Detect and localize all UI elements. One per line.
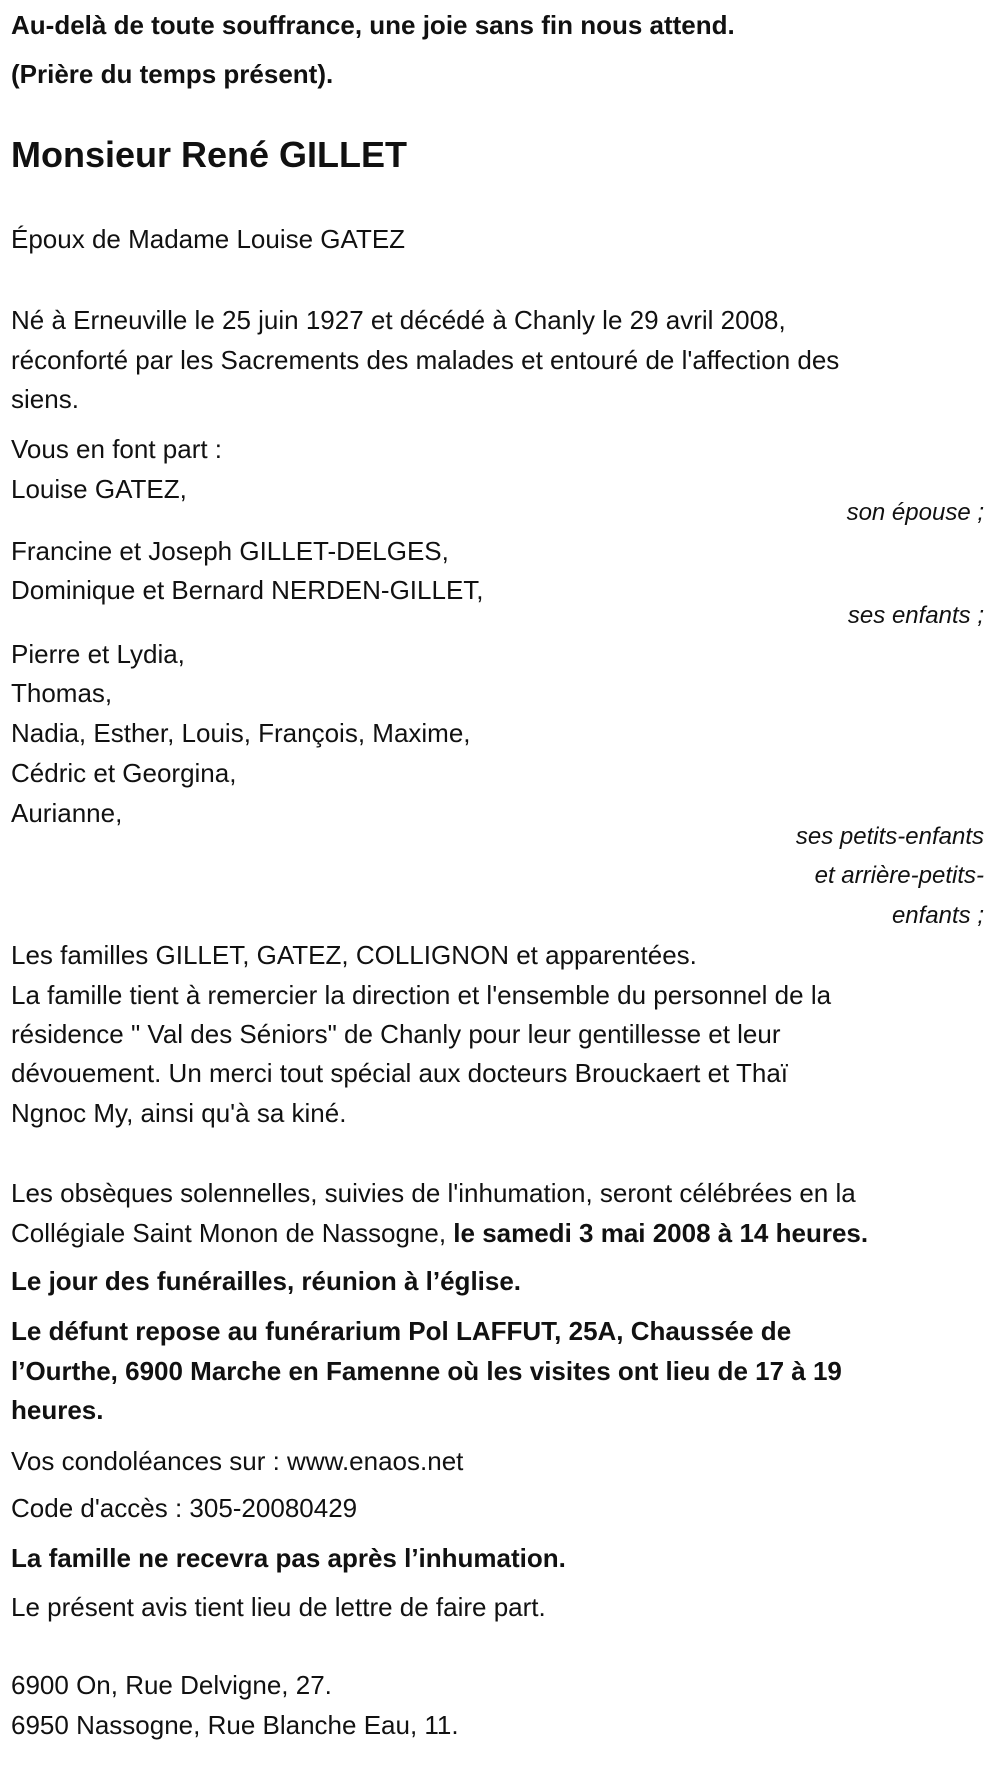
epigraph-source: (Prière du temps présent). [11,59,334,89]
birth-death-line: réconforté par les Sacrements des malades et entouré de l'affection des [11,345,840,375]
repose-line: Le défunt repose au funérarium Pol LAFFUT, 25A, Chaussée de [11,1316,792,1346]
repose-line: heures. [11,1395,104,1425]
funeral-location: Collégiale Saint Monon de Nassogne, [11,1218,454,1248]
address-line: 6950 Nassogne, Rue Blanche Eau, 11. [11,1710,459,1740]
family-name: Pierre et Lydia, [11,639,185,669]
thanks-line: La famille tient à remercier la direction et l'ensemble du personnel de la [11,980,832,1010]
deceased-name: Monsieur René GILLET [11,134,408,175]
meeting-line: Le jour des funérailles, réunion à l’église. [11,1266,522,1296]
repose-line: l’Ourthe, 6900 Marche en Famenne où les visites ont lieu de 17 à 19 [11,1356,842,1386]
birth-death-line: siens. [11,384,79,414]
birth-death-line: Né à Erneuville le 25 juin 1927 et décédé à Chanly le 29 avril 2008, [11,305,786,335]
access-code-line: Code d'accès : 305-20080429 [11,1493,358,1523]
funeral-date: le samedi 3 mai 2008 à 14 heures. [453,1218,869,1248]
family-name: Francine et Joseph GILLET-DELGES, [11,536,449,566]
family-name: Cédric et Georgina, [11,758,237,788]
announce-line: Vous en font part : [11,434,223,464]
family-name: Dominique et Bernard NERDEN-GILLET, [11,575,484,605]
relation-label: enfants ; [891,902,984,929]
funeral-line [11,1217,868,1249]
condolences-line: Vos condoléances sur : www.enaos.net [11,1446,464,1476]
family-name: Aurianne, [11,798,123,828]
thanks-line: dévouement. Un merci tout spécial aux docteurs Brouckaert et Thaï [11,1058,789,1088]
relation-label: ses petits-enfants [795,823,984,850]
relation-label: son épouse ; [846,499,984,526]
relation-label: ses enfants ; [847,602,984,629]
family-name: Louise GATEZ, [11,474,187,504]
address-line: 6900 On, Rue Delvigne, 27. [11,1670,332,1700]
thanks-line: résidence " Val des Séniors" de Chanly pour leur gentillesse et leur [11,1019,781,1049]
notice-line: Le présent avis tient lieu de lettre de faire part. [11,1592,546,1622]
funeral-line: Les obsèques solennelles, suivies de l'inhumation, seront célébrées en la [11,1178,856,1208]
families-line: Les familles GILLET, GATEZ, COLLIGNON et apparentées. [11,940,697,970]
family-name: Nadia, Esther, Louis, François, Maxime, [11,718,471,748]
thanks-line: Ngnoc My, ainsi qu'à sa kiné. [11,1098,347,1128]
relation-label: et arrière-petits- [814,862,984,889]
epigraph-line: Au-delà de toute souffrance, une joie sans fin nous attend. [11,10,735,40]
no-reception-line: La famille ne recevra pas après l’inhumation. [11,1543,566,1573]
spouse-line: Époux de Madame Louise GATEZ [11,224,406,254]
family-name: Thomas, [11,678,113,708]
